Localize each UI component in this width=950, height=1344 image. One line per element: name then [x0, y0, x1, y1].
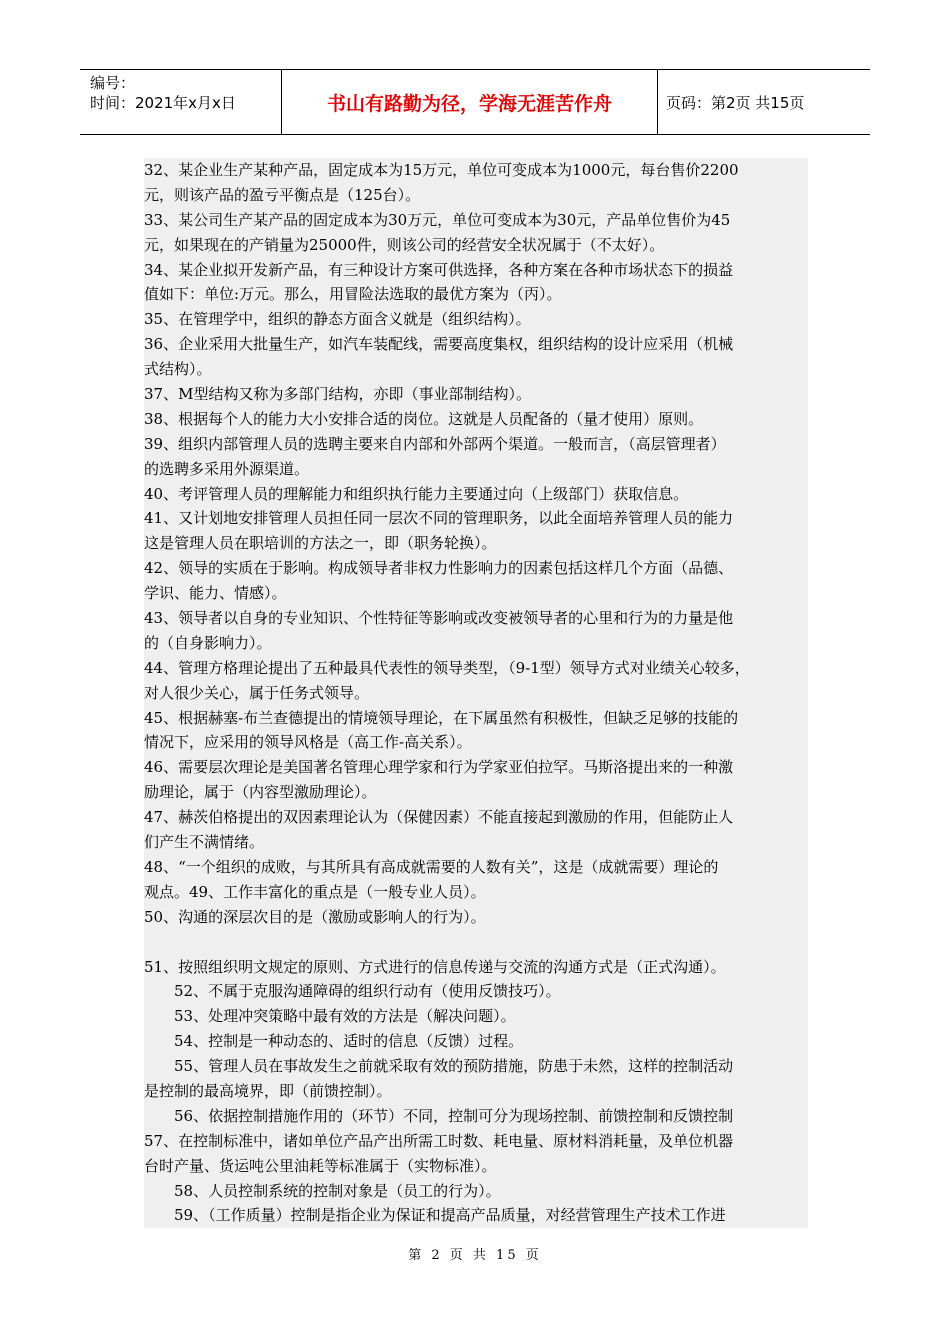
text-line: 情况下，应采用的领导风格是（高工作-高关系）。 — [144, 733, 472, 752]
text-line: 39、组织内部管理人员的选聘主要来自内部和外部两个渠道。一般而言，（高层管理者） — [144, 434, 726, 453]
text-line: 这是管理人员在职培训的方法之一，即（职务轮换）。 — [144, 534, 497, 553]
text-line: 观点。49、工作丰富化的重点是（一般专业人员）。 — [144, 882, 486, 901]
text-line: 59、（工作质量）控制是指企业为保证和提高产品质量，对经营管理生产技术工作进 — [174, 1206, 726, 1225]
text-line: 学识、能力、情感）。 — [144, 584, 287, 603]
text-line: 32、某企业生产某种产品，固定成本为15万元，单位可变成本为1000元，每台售价2200 — [144, 161, 739, 179]
text-line — [144, 930, 808, 955]
text-line: 元，如果现在的产销量为25000件，则该公司的经营安全状况属于（不太好）。 — [144, 235, 665, 254]
text-line: 52、不属于克服沟通障碍的组织行动有（使用反馈技巧）。 — [174, 982, 561, 1001]
text-line: 47、赫茨伯格提出的双因素理论认为（保健因素）不能直接起到激励的作用，但能防止人 — [144, 808, 734, 827]
text-line: 48、“一个组织的成败，与其所具有高成就需要的人数有关”，这是（成就需要）理论的 — [144, 857, 719, 876]
text-line: 38、根据每个人的能力大小安排合适的岗位。这就是人员配备的（量才使用）原则。 — [144, 409, 704, 428]
document-number-label: 编号： — [90, 74, 136, 92]
text-line: 45、根据赫塞-布兰查德提出的情境领导理论，在下属虽然有积极性，但缺乏足够的技能的 — [144, 708, 739, 727]
text-line: 40、考评管理人员的理解能力和组织执行能力主要通过向（上级部门）获取信息。 — [144, 484, 689, 503]
header-meta — [80, 70, 282, 134]
text-line: 37、M型结构又称为多部门结构，亦即（事业部制结构）。 — [144, 385, 531, 404]
text-line: 的（自身影响力）。 — [144, 633, 272, 652]
text-line: 43、领导者以自身的专业知识、个性特征等影响或改变被领导者的心里和行为的力量是他 — [144, 609, 734, 628]
text-line: 36、企业采用大批量生产，如汽车装配线，需要高度集权，组织结构的设计应采用（机械 — [144, 335, 734, 354]
text-line: 42、领导的实质在于影响。构成领导者非权力性影响力的因素包括这样几个方面（品德、 — [144, 559, 734, 578]
text-line: 对人很少关心，属于任务式领导。 — [144, 683, 370, 702]
header-motto: 书山有路勤为径，学海无涯苦作舟 — [282, 70, 658, 134]
page-footer: 第 2 页 共 15 页 — [408, 1248, 542, 1263]
text-line: 的选聘多采用外源渠道。 — [144, 459, 310, 478]
text-line: 们产生不满情绪。 — [144, 833, 265, 852]
text-line: 34、某企业拟开发新产品，有三种设计方案可供选择，各种方案在各种市场状态下的损益 — [144, 260, 734, 279]
text-line: 44、管理方格理论提出了五种最具代表性的领导类型，（9-1型）领导方式对业绩关心较多， — [144, 658, 750, 677]
text-line: 式结构）。 — [144, 360, 212, 379]
page-header — [80, 69, 870, 135]
text-line: 50、沟通的深层次目的是（激励或影响人的行为）。 — [144, 907, 486, 926]
text-line: 53、处理冲突策略中最有效的方法是（解决问题）。 — [174, 1007, 516, 1026]
text-line: 值如下：单位:万元。那么，用冒险法选取的最优方案为（丙）。 — [144, 285, 562, 304]
document-date-label: 时间：2021年x月x日 — [90, 94, 236, 112]
text-line: 56、依据控制措施作用的（环节）不同，控制可分为现场控制、前馈控制和反馈控制 — [174, 1106, 734, 1125]
text-line: 55、管理人员在事故发生之前就采取有效的预防措施，防患于未然，这样的控制活动 — [174, 1057, 734, 1076]
text-line: 51、按照组织明文规定的原则、方式进行的信息传递与交流的沟通方式是（正式沟通）。 — [144, 957, 726, 976]
header-page-info: 页码：第2页 共15页 — [666, 93, 805, 112]
text-line: 54、控制是一种动态的、适时的信息（反馈）过程。 — [174, 1032, 524, 1051]
text-line: 元，则该产品的盈亏平衡点是（125台）。 — [144, 185, 421, 204]
text-line: 41、又计划地安排管理人员担任同一层次不同的管理职务，以此全面培养管理人员的能力 — [144, 509, 734, 528]
text-line: 励理论，属于（内容型激励理论）。 — [144, 783, 377, 802]
text-line: 57、在控制标准中，诸如单位产品产出所需工时数、耗电量、原材料消耗量，及单位机器 — [144, 1131, 734, 1150]
text-line: 是控制的最高境界，即（前馈控制）。 — [144, 1081, 392, 1100]
text-line: 46、需要层次理论是美国著名管理心理学家和行为学家亚伯拉罕。马斯洛提出来的一种激 — [144, 758, 734, 777]
text-line: 35、在管理学中，组织的静态方面含义就是（组织结构）。 — [144, 310, 531, 329]
text-line: 33、某公司生产某产品的固定成本为30万元，单位可变成本为30元，产品单位售价为45 — [144, 210, 731, 229]
text-line: 58、人员控制系统的控制对象是（员工的行为）。 — [174, 1181, 501, 1200]
document-body — [144, 158, 808, 1228]
text-line: 台时产量、货运吨公里油耗等标准属于（实物标准）。 — [144, 1156, 497, 1175]
